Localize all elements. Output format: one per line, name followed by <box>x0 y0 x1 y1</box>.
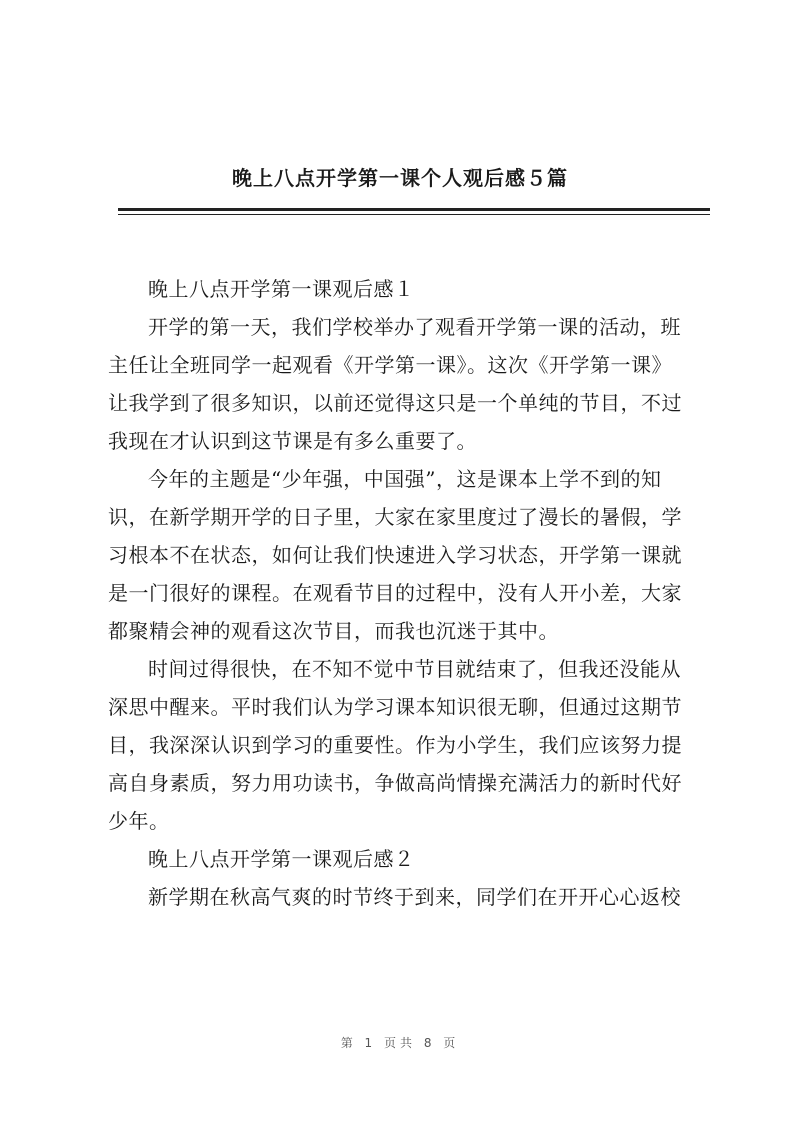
paragraph-line: 时间过得很快，在不知不觉中节目就结束了，但我还没能从 <box>148 657 681 681</box>
paragraph-line: 开学的第一天，我们学校举办了观看开学第一课的活动，班 <box>148 315 681 339</box>
paragraph-line: 少年。 <box>108 809 170 833</box>
document-body <box>108 270 710 916</box>
paragraph-line: 让我学到了很多知识，以前还觉得这只是一个单纯的节目，不过 <box>108 391 682 415</box>
paragraph-line: 目，我深深认识到学习的重要性。作为小学生，我们应该努力提 <box>108 733 682 757</box>
paragraph-line: 都聚精会神的观看这次节目，而我也沉迷于其中。 <box>108 619 559 643</box>
title-divider <box>118 208 710 211</box>
paragraph-line: 深思中醒来。平时我们认为学习课本知识很无聊，但通过这期节 <box>108 695 682 719</box>
section-heading-1: 晚上八点开学第一课观后感１ <box>148 277 415 301</box>
document-title: 晚上八点开学第一课个人观后感５篇 <box>232 166 568 190</box>
paragraph-line: 识，在新学期开学的日子里，大家在家里度过了漫长的暑假，学 <box>108 505 682 529</box>
section-heading-2: 晚上八点开学第一课观后感２ <box>148 847 415 871</box>
paragraph-line: 习根本不在状态，如何让我们快速进入学习状态，开学第一课就 <box>108 543 682 567</box>
paragraph-line: 我现在才认识到这节课是有多么重要了。 <box>108 429 477 453</box>
paragraph-line: 是一门很好的课程。在观看节目的过程中，没有人开小差，大家 <box>108 581 682 605</box>
paragraph-line: 主任让全班同学一起观看《开学第一课》。这次《开学第一课》 <box>108 353 672 377</box>
paragraph-line: 今年的主题是“少年强，中国强”，这是课本上学不到的知 <box>148 467 662 491</box>
title-divider-thin <box>118 214 710 215</box>
paragraph-line: 高自身素质，努力用功读书，争做高尚情操充满活力的新时代好 <box>108 771 682 795</box>
page-footer: 第 1 页共 8 页 <box>340 1036 460 1050</box>
paragraph-line: 新学期在秋高气爽的时节终于到来，同学们在开开心心返校 <box>148 885 681 909</box>
